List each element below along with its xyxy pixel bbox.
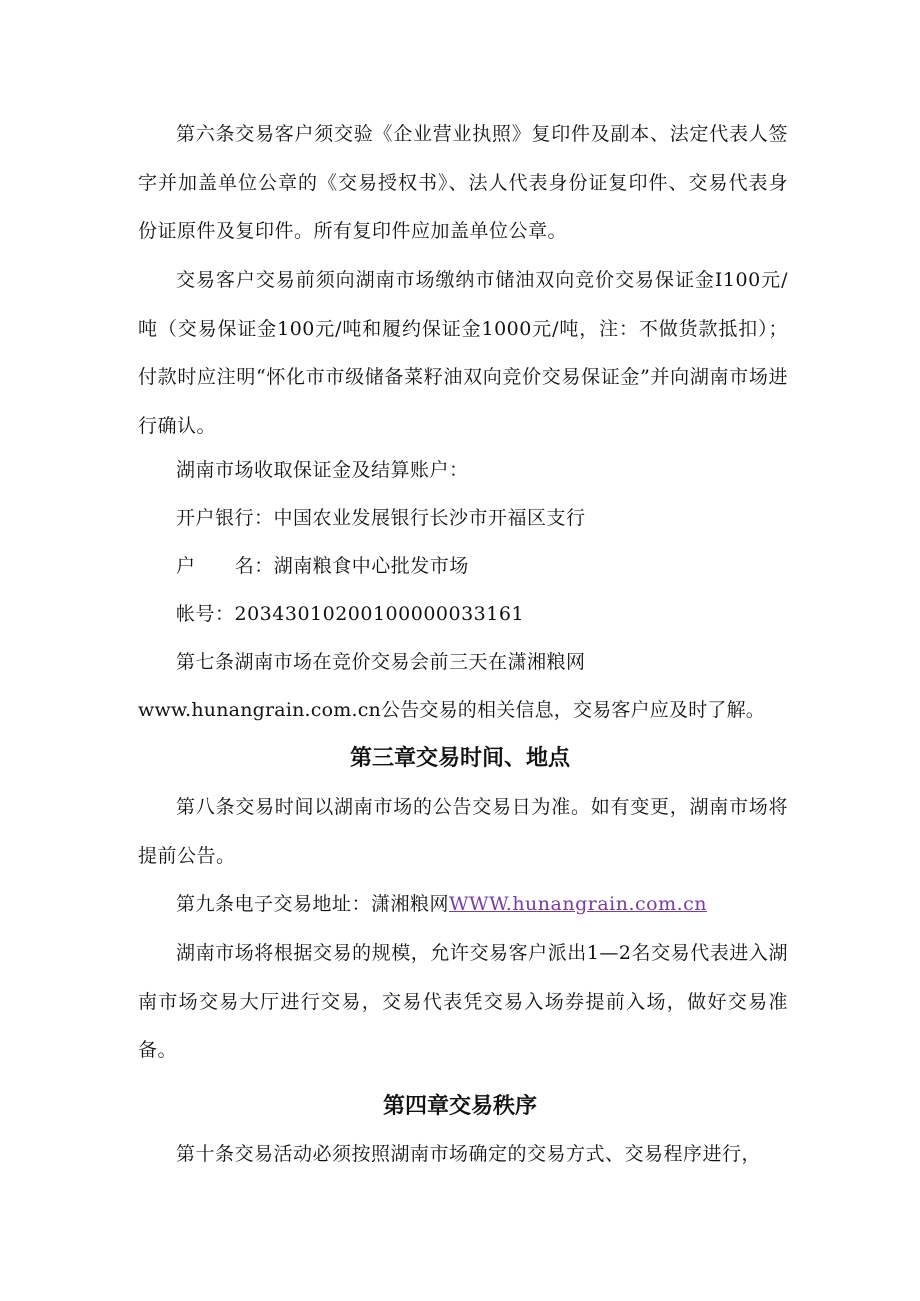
article-7-line-1: 第七条湖南市场在竞价交易会前三天在潇湘粮网 bbox=[176, 651, 586, 673]
chapter-3-heading: 第三章交易时间、地点 bbox=[349, 746, 570, 771]
account-name-line: 户 名：湖南粮食中心批发市场 bbox=[176, 555, 469, 577]
deposit-paragraph: 交易客户交易前须向湖南市场缴纳市储油双向竞价交易保证金I100元/吨（交易保证金100元/吨和履约保证金1000元/吨，注：不做货款抵扣）；付款时应注明“怀化市市级储备菜籽油双向竞价交易保证金”并向湖南市场进行确认。 bbox=[138, 269, 788, 437]
hunangrain-link[interactable]: WWW.hunangrain.com.cn bbox=[449, 893, 708, 915]
article-6-paragraph: 第六条交易客户须交验《企业营业执照》复印件及副本、法定代表人签字并加盖单位公章的《交易授权书》、法人代表身份证复印件、交易代表身份证原件及复印件。所有复印件应加盖单位公章。 bbox=[138, 123, 788, 242]
account-number-line: 帐号：20343010200100000033161 bbox=[176, 603, 525, 625]
article-9-text: 第九条电子交易地址：潇湘粮网 bbox=[176, 893, 450, 915]
chapter-4-heading: 第四章交易秩序 bbox=[382, 1094, 537, 1119]
article-10-paragraph: 第十条交易活动必须按照湖南市场确定的交易方式、交易程序进行， bbox=[176, 1143, 762, 1165]
bank-line: 开户银行：中国农业发展银行长沙市开福区支行 bbox=[176, 507, 586, 529]
article-9-paragraph bbox=[138, 880, 788, 929]
article-8-paragraph: 第八条交易时间以湖南市场的公告交易日为准。如有变更，湖南市场将提前公告。 bbox=[138, 796, 788, 867]
account-intro: 湖南市场收取保证金及结算账户： bbox=[176, 459, 469, 481]
trading-hall-paragraph: 湖南市场将根据交易的规模，允许交易客户派出1—2名交易代表进入湖南市场交易大厅进行交易，交易代表凭交易入场券提前入场，做好交易准备。 bbox=[138, 942, 788, 1061]
article-7-line-2: www.hunangrain.com.cn公告交易的相关信息，交易客户应及时了解。 bbox=[138, 699, 765, 721]
